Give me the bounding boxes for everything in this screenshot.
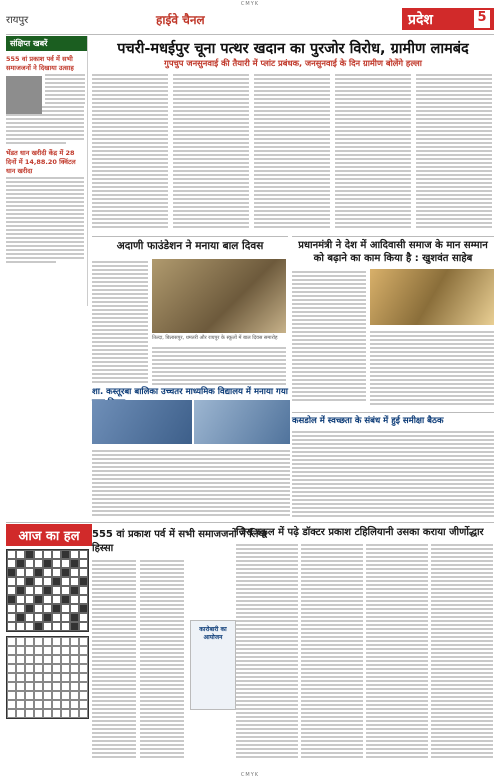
- maa-headline: कसडोल में स्वच्छता के संबंध में हुई समीक्षा बैठक: [292, 416, 444, 426]
- jis-body-col: [301, 542, 363, 768]
- adani-headline: अदाणी फाउंडेशन ने मनाया बाल दिवस: [116, 240, 264, 252]
- sudoku-grid: [6, 636, 89, 719]
- brief-column: [6, 36, 88, 306]
- adani-photo-caption: तिल्दा, बिलासपुर, धमतरी और रायपुर के स्कूलों में बाल दिवस समारोह: [152, 335, 278, 341]
- print-mark-top: CMYK: [240, 1, 260, 7]
- city-label: रायपुर: [6, 15, 29, 26]
- maa-story: [292, 412, 494, 524]
- jis-body: [236, 542, 494, 768]
- kasturba-photo-2: [194, 400, 290, 444]
- pm-body: [292, 269, 366, 403]
- pm-story: [292, 236, 494, 410]
- puzzle-section: [6, 524, 92, 768]
- brief-headline-1: 555 वां प्रकाश पर्व में सभी समाजजनों ने दिखाया उत्साह: [6, 55, 74, 72]
- pm-photo: [370, 269, 494, 325]
- masthead-rule: [6, 34, 494, 35]
- jis-body-col: [236, 542, 298, 768]
- lead-body-col: [173, 72, 249, 232]
- puzzle-title: आज का हल: [6, 524, 92, 546]
- kasturba-photo-1: [92, 400, 192, 444]
- samaj-headline: 555 वां प्रकाश पर्व में सभी समाजजनों ने लिया हिस्सा: [92, 529, 267, 554]
- print-mark-bottom: CMYK: [240, 772, 260, 778]
- small-ad-text: कारोबारी का आयोजन: [199, 626, 227, 641]
- adani-body: [92, 259, 148, 385]
- section-label: प्रदेश: [408, 12, 433, 28]
- crossword-grid: [6, 549, 89, 632]
- brief-photo: [6, 76, 42, 114]
- lead-body-col: [92, 72, 168, 232]
- page-number: 5: [474, 10, 490, 28]
- lead-body-col: [335, 72, 411, 232]
- masthead: [6, 8, 494, 32]
- lead-body: [92, 72, 494, 232]
- lead-headline: पचरी-मधईपुर चूना पत्थर खदान का पुरजोर विरोध, ग्रामीण लामबंद: [117, 41, 469, 57]
- kasturba-headline: शा. कस्तूरबा बालिका उच्चतर माध्यमिक विद्यालय में मनाया गया: [92, 387, 288, 397]
- section-rule: [6, 522, 494, 523]
- lead-subheadline: गुपचुप जनसुनवाई की तैयारी में प्लांट प्रबंधक, जनसुनवाई के दिन ग्रामीण बोलेंगे हल्ला: [164, 58, 422, 68]
- lead-body-col: [416, 72, 492, 232]
- section-banner: [402, 8, 494, 30]
- brief-column-title: संक्षिप्त खबरें: [6, 36, 87, 51]
- pm-body-2: [370, 329, 494, 407]
- small-ad: [190, 620, 236, 710]
- adani-body-2: [152, 345, 286, 387]
- edition-tag: हाईवे चैनल: [156, 13, 205, 27]
- maa-body: [292, 429, 494, 519]
- jis-body-col: [431, 542, 493, 768]
- samaj-body-col: [92, 558, 136, 768]
- lead-body-col: [254, 72, 330, 232]
- samaj-body-col: [140, 558, 184, 768]
- jis-body-col: [366, 542, 428, 768]
- kasturba-body: [92, 448, 290, 518]
- brief-text-2: [6, 177, 87, 263]
- brief-headline-2: भेंडत धान खरीदी केंद्र में 28 दिनों में 14,88.20 क्विंटल धान खरीदा: [6, 149, 76, 175]
- jis-headline: जिस स्कूल में पढ़े डॉक्टर प्रकाश टहिलियानी उसका कराया जीर्णोद्धार: [236, 527, 484, 538]
- adani-photo: [152, 259, 286, 333]
- pm-headline: प्रधानमंत्री ने देश में आदिवासी समाज के मान सम्मान को बढ़ाने का काम किया है : खुशवंत साहेब: [298, 240, 488, 264]
